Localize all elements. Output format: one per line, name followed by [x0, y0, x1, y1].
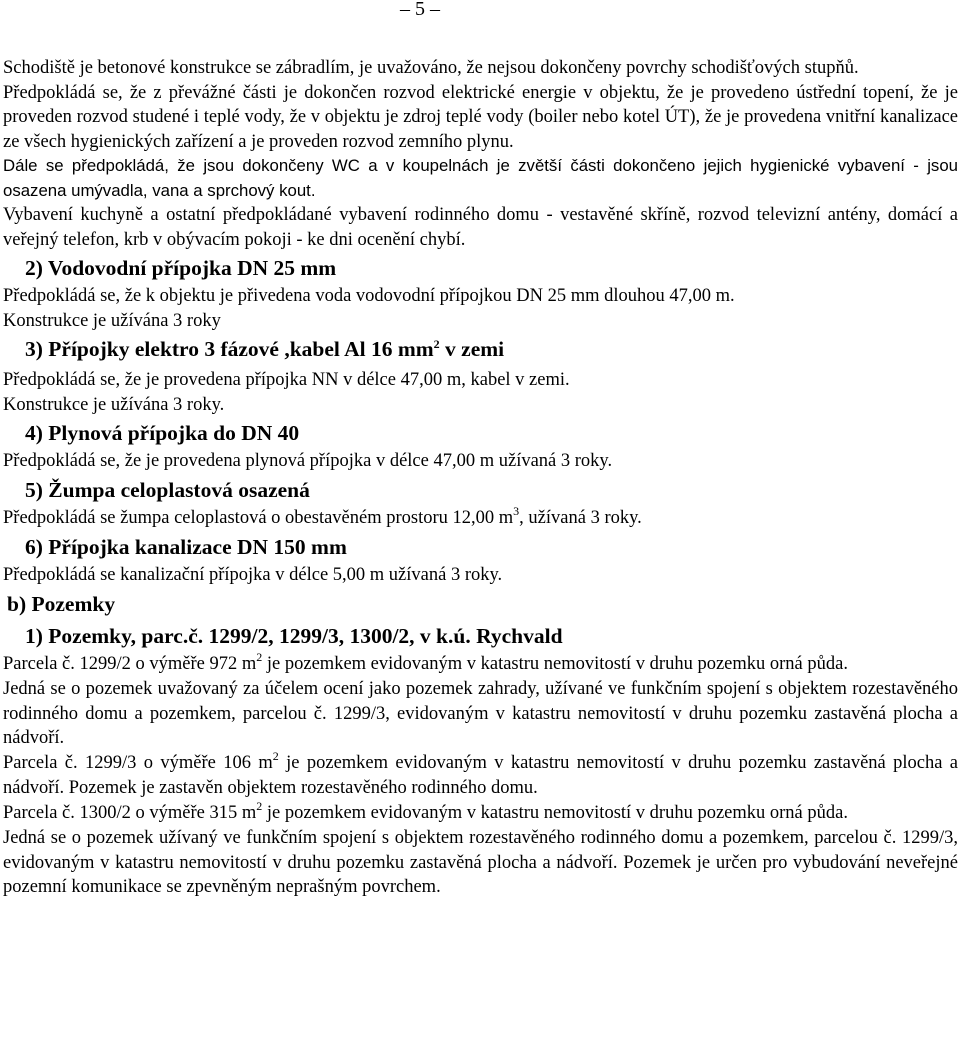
heading-gas-connection: 4) Plynová přípojka do DN 40 — [25, 421, 300, 445]
document-body — [3, 56, 958, 900]
water-connection-age: Konstrukce je užívána 3 roky — [3, 310, 221, 331]
heading-water-connection: 2) Vodovodní přípojka DN 25 mm — [25, 256, 337, 280]
gas-connection-text: Předpokládá se, že je provedena plynová přípojka v délce 47,00 m užívaná 3 roky. — [3, 451, 613, 471]
water-connection-text: Předpokládá se, že k objektu je přivedena voda vodovodní přípojkou DN 25 mm dlouhou 47,00 m. — [3, 286, 735, 306]
heading-sewer-connection: 6) Přípojka kanalizace DN 150 mm — [25, 535, 347, 559]
parcel-1300-2-text: Parcela č. 1300/2 o výměře 315 $m^2$ je pozemkem evidovaným v katastru nemovitostí v druhu pozemku orná půda. — [3, 798, 848, 823]
paragraph-bathrooms: Dále se předpokládá, že jsou dokončeny WC a v koupelnách je zvětší části dokončeno jejich hygienické vybavení - jsou osazena umývadla, vana a sprchový kout. — [3, 156, 958, 200]
paragraph-staircase: Schodiště je betonové konstrukce se zábradlím, je uvažováno, že nejsou dokončeny povrchy schodišťových stupňů. — [3, 58, 859, 78]
septic-tank-text: Předpokládá se žumpa celoplastová o obestavěném prostoru 12,00 $m^3$, užívaná 3 roky. — [3, 503, 642, 528]
heading-land-parcels: 1) Pozemky, parc.č. 1299/2, 1299/3, 1300/2, v k.ú. Rychvald — [25, 623, 563, 648]
paragraph-utilities: Předpokládá se, že z převážné části je dokončen rozvod elektrické energie v objektu, že je provedeno ústřední topení, že je proveden rozvod studené i teplé vody, že v objektu je zdroj teplé vody (boiler nebo kotel ÚT), že je provedena vnitřní kanalizace ze všech hygienických zařízení a je proveden rozvod zemního plynu. — [3, 82, 958, 152]
page-number: – 5 – — [400, 0, 440, 20]
heading-septic-tank: 5) Žumpa celoplastová osazená — [25, 477, 310, 502]
parcel-1299-2-usage: Jedná se o pozemek uvažovaný za účelem ocení jako pozemek zahrady, užívané ve funkčním spojení s objektem rozestavěného rodinného domu a pozemkem, parcelou č. 1299/3, evidovaným v katastru nemovitostí v druhu pozemku zastavěná plocha a nádvoří. — [3, 679, 958, 748]
heading-land: b) Pozemky — [7, 591, 116, 616]
paragraph-kitchen: Vybavení kuchyně a ostatní předpokládané vybavení rodinného domu - vestavěné skříně, rozvod televizní antény, domácí a veřejný telefon, krb v obývacím pokoji - ke dni ocenění chybí. — [3, 205, 958, 250]
heading-electric-connection: 3) Přípojky elektro 3 fázové ,kabel Al 16 $mm^2$ v zemi — [25, 337, 505, 361]
parcel-1300-2-usage: Jedná se o pozemek užívaný ve funkčním spojení s objektem rozestavěného rodinného domu a pozemkem, parcelou č. 1299/3, evidovaným v katastru nemovitostí v druhu pozemku zastavěná plocha a nádvoří. Pozemek je určen pro vybudování neveřejné pozemní komunikace se zpevněným neprašným povrchem. — [3, 828, 958, 897]
parcel-1299-2-text: Parcela č. 1299/2 o výměře 972 $m^2$ je pozemkem evidovaným v katastru nemovitostí v druhu pozemku orná půda. — [3, 649, 848, 674]
sewer-connection-text: Předpokládá se kanalizační přípojka v délce 5,00 m užívaná 3 roky. — [3, 565, 503, 585]
electric-connection-age: Konstrukce je užívána 3 roky. — [3, 394, 225, 415]
electric-connection-text: Předpokládá se, že je provedena přípojka NN v délce 47,00 m, kabel v zemi. — [3, 370, 570, 390]
parcel-1299-3-text: Parcela č. 1299/3 o výměře 106 $m^2$ je pozemkem evidovaným v katastru nemovitostí v druhu pozemku zastavěná plocha a nádvoří. Pozemek je zastavěn objektem rozestavěného rodinného domu. — [3, 748, 959, 798]
